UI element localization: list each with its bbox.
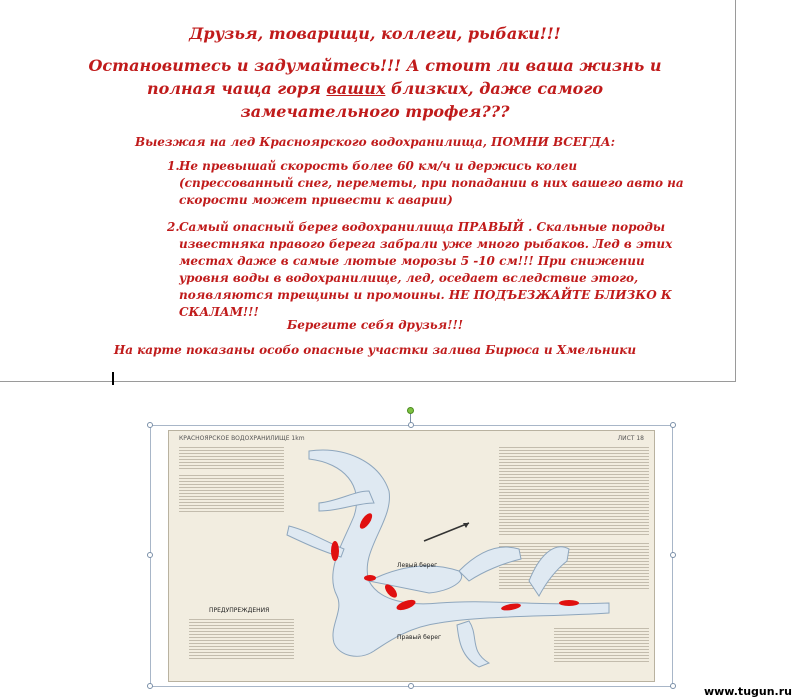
map-drawing xyxy=(169,431,655,682)
text-cursor xyxy=(112,372,114,385)
underlined-word: ваших xyxy=(326,79,386,98)
danger-zone-marker xyxy=(364,575,376,581)
flow-arrow xyxy=(424,523,469,541)
danger-zone-marker xyxy=(331,541,339,561)
reservoir-map-image[interactable] xyxy=(168,430,655,682)
map-sheet-number: ЛИСТ 18 xyxy=(617,435,644,442)
closing-line: Берегите себя друзья!!! xyxy=(286,318,464,332)
resize-handle-bottom-left[interactable] xyxy=(147,683,153,689)
right-bank-label: Правый берег xyxy=(397,634,442,641)
map-note-line: На карте показаны особо опасные участки залива Бирюса и Хмельники xyxy=(113,343,637,357)
rotation-handle[interactable] xyxy=(407,407,414,414)
site-watermark: www.tugun.ru xyxy=(703,685,792,698)
heading-line-2: полная чаща горя ваших близких, даже самого xyxy=(146,79,603,98)
resize-handle-top-left[interactable] xyxy=(147,422,153,428)
resize-handle-right[interactable] xyxy=(670,552,676,558)
heading-greeting: Друзья, товарищи, коллеги, рыбаки!!! xyxy=(189,24,561,43)
intro-line: Выезжая на лед Красноярского водохранилища, ПОМНИ ВСЕГДА: xyxy=(134,135,616,149)
resize-handle-left[interactable] xyxy=(147,552,153,558)
resize-handle-bottom-right[interactable] xyxy=(670,683,676,689)
heading-line-1: Остановитесь и задумайтесь!!! А стоит ли ваша жизнь и xyxy=(88,56,662,75)
danger-zone-marker xyxy=(559,600,579,606)
resize-handle-top-right[interactable] xyxy=(670,422,676,428)
document-page[interactable]: Друзья, товарищи, коллеги, рыбаки!!! Остановитесь и задумайтесь!!! А стоит ли ваша жизнь и полная чаща горя ваших близких, даже самого замечательного трофея??? Выезжая на лед Красноярского водохранилища, ПОМНИ ВСЕГДА: 1. Не превышай скорость более 60 км/ч и держись колеи (спрессованный снег, переметы, при попадании в них вашего авто на скорости может привести к аварии) 2. Самый опасный берег водохранилища ПРАВЫЙ . Скальные породы известняка правого берега забрали уже много рыбаков. Лед в этих местах даже в самые лютые морозы 5 -10 см!!! При снижении уровня воды в водохранилище, лед, оседает вследствие этого, появляются трещины и промоины. НЕ ПОДЪЕЗЖАЙТЕ БЛИЗКО К СКАЛАМ!!! Берегите себя друзья!!! На карте показаны особо опасные участки залива Бирюса и Хмельники xyxy=(0,0,736,380)
warnings-heading: ПРЕДУПРЕЖДЕНИЯ xyxy=(209,607,270,614)
resize-handle-bottom[interactable] xyxy=(408,683,414,689)
map-title: КРАСНОЯРСКОЕ ВОДОХРАНИЛИЩЕ 1km xyxy=(179,435,305,442)
heading-line-3: замечательного трофея??? xyxy=(240,102,510,121)
resize-handle-top[interactable] xyxy=(408,422,414,428)
left-bank-label: Левый берег xyxy=(397,562,438,569)
